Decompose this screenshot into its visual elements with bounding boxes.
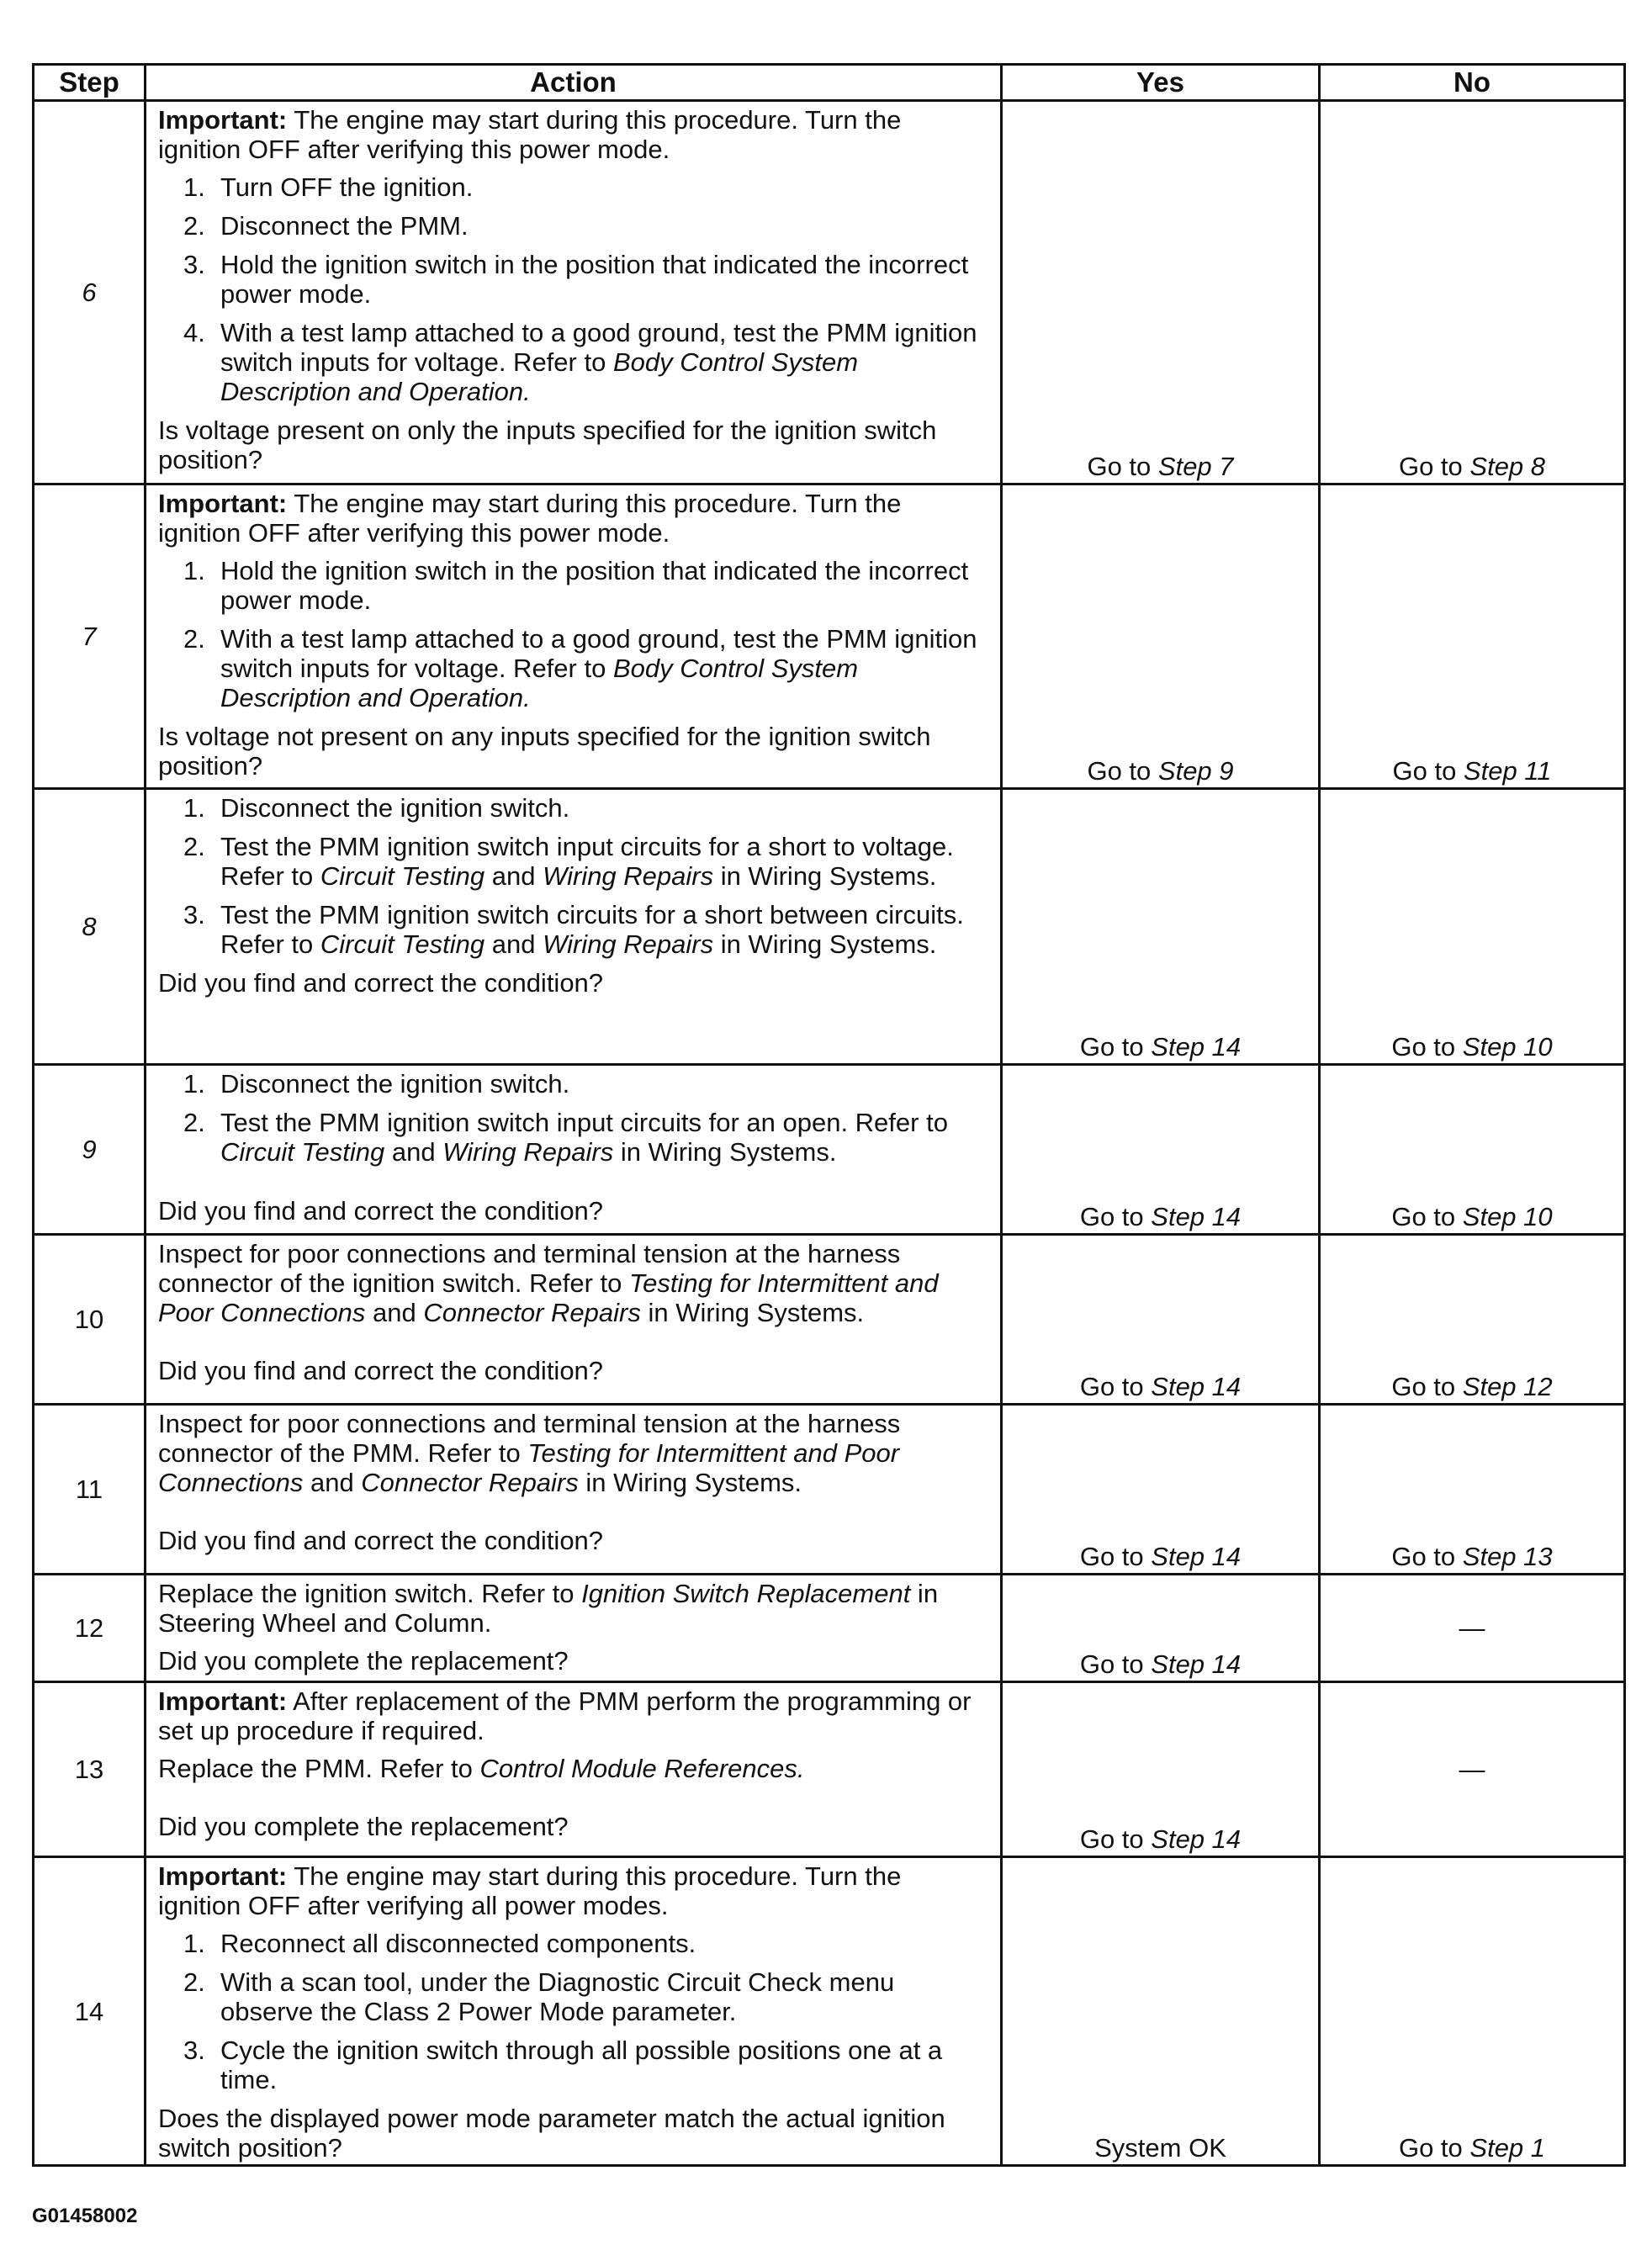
no-result [1320, 101, 1625, 484]
action-step [158, 172, 988, 202]
step-number: 14 [34, 1857, 146, 2166]
action-cell [146, 101, 1002, 484]
no-prefix: Go to [1398, 2133, 1470, 2163]
action-step [158, 1108, 988, 1167]
header-action: Action [146, 65, 1002, 101]
yes-step-reference: Step 14 [1151, 1824, 1242, 1854]
action-step [158, 1929, 988, 1958]
figure-code: G01458002 [32, 2205, 138, 2227]
yes-step-reference: Step 14 [1151, 1649, 1242, 1679]
yes-result [1002, 1065, 1320, 1235]
no-step-reference: Step 12 [1462, 1372, 1553, 1401]
spacer [158, 1176, 988, 1196]
action-text: With a test lamp attached to a good ground, test the PMM ignition switch inputs for voltage. Refer to [220, 624, 977, 683]
important-label: Important: [158, 105, 288, 135]
step-number: 7 [34, 484, 146, 789]
yes-prefix: Go to [1079, 1202, 1152, 1231]
table-body [34, 101, 1625, 2166]
action-step [158, 900, 988, 959]
no-result [1320, 789, 1625, 1065]
table-row [34, 1405, 1625, 1575]
action-question: Is voltage not present on any inputs specified for the ignition switch position? [158, 722, 931, 781]
important-text: The engine may start during this procedure. Turn the ignition OFF after verifying this power mode. [158, 105, 902, 164]
header-yes: Yes [1002, 65, 1320, 101]
action-text: in Steering Wheel and Column. [158, 1579, 939, 1638]
table-row [34, 484, 1625, 789]
action-text: in Wiring Systems. [713, 929, 937, 959]
yes-step-reference: Step 14 [1151, 1032, 1242, 1062]
yes-result [1002, 101, 1320, 484]
yes-result [1002, 1235, 1320, 1405]
yes-step-reference: Step 14 [1151, 1372, 1242, 1401]
step-number: 8 [34, 789, 146, 1065]
important-note [158, 1861, 988, 1920]
no-result [1320, 1575, 1625, 1682]
action-step [158, 318, 988, 406]
yes-prefix: Go to [1087, 756, 1158, 786]
diagnostic-table [32, 63, 1626, 2167]
yes-text: System OK [1094, 2133, 1226, 2163]
action-step [158, 624, 988, 712]
action-step [158, 2036, 988, 2094]
no-prefix: Go to [1391, 1372, 1463, 1401]
no-text: — [1459, 1612, 1485, 1643]
no-text: — [1459, 1754, 1485, 1784]
no-result [1320, 1405, 1625, 1575]
action-step [158, 793, 988, 823]
yes-result [1002, 1405, 1320, 1575]
no-result [1320, 1857, 1625, 2166]
action-text: Cycle the ignition switch through all possible positions one at a time. [220, 2036, 943, 2094]
reference-link-text: Wiring Repairs [442, 1137, 614, 1167]
yes-prefix: Go to [1079, 1649, 1152, 1679]
action-step [158, 211, 988, 241]
action-step-number: 3. [183, 900, 205, 929]
action-body [158, 1579, 988, 1638]
action-question: Did you find and correct the condition? [158, 1196, 604, 1226]
important-label: Important: [158, 1686, 288, 1716]
action-text: Reconnect all disconnected components. [220, 1929, 696, 1958]
action-text: Replace the ignition switch. Refer to [158, 1579, 582, 1608]
action-text: in Wiring Systems. [713, 861, 937, 891]
reference-link-text: Circuit Testing [320, 861, 485, 891]
table-row [34, 1682, 1625, 1857]
table-row [34, 789, 1625, 1065]
no-step-reference: Step 1 [1469, 2133, 1546, 2163]
important-note [158, 489, 988, 548]
action-text: Disconnect the PMM. [220, 211, 469, 241]
important-text: The engine may start during this procedure. Turn the ignition OFF after verifying this power mode. [158, 489, 902, 548]
reference-link-text: Ignition Switch Replacement [581, 1579, 911, 1608]
yes-prefix: Go to [1079, 1542, 1152, 1571]
action-text: With a scan tool, under the Diagnostic Circuit Check menu observe the Class 2 Power Mode parameter. [220, 1967, 895, 2026]
no-step-reference: Step 13 [1462, 1542, 1553, 1571]
action-step [158, 1967, 988, 2026]
action-text: and [484, 929, 543, 959]
action-text: and [384, 1137, 443, 1167]
action-text: and [484, 861, 543, 891]
yes-result [1002, 1857, 1320, 2166]
action-question: Did you find and correct the condition? [158, 1526, 604, 1555]
action-text: in Wiring Systems. [640, 1298, 865, 1327]
table-row [34, 1065, 1625, 1235]
diagnostic-table-sheet [32, 63, 1623, 2167]
action-question: Does the displayed power mode parameter match the actual ignition switch position? [158, 2104, 945, 2163]
table-row [34, 101, 1625, 484]
yes-step-reference: Step 9 [1157, 756, 1234, 786]
action-step-number: 3. [183, 2036, 205, 2065]
action-cell [146, 1065, 1002, 1235]
action-cell [146, 1857, 1002, 2166]
no-prefix: Go to [1391, 1542, 1463, 1571]
action-step [158, 556, 988, 615]
action-step-number: 1. [183, 793, 205, 823]
no-step-reference: Step 11 [1463, 756, 1552, 786]
action-cell [146, 1682, 1002, 1857]
action-text: With a test lamp attached to a good ground, test the PMM ignition switch inputs for voltage. Refer to [220, 318, 977, 377]
no-prefix: Go to [1391, 1202, 1463, 1231]
no-step-reference: Step 10 [1462, 1032, 1553, 1062]
action-text: Inspect for poor connections and terminal tension at the harness connector of the PMM. Refer to [158, 1409, 901, 1468]
table-row [34, 1575, 1625, 1682]
spacer [158, 1792, 988, 1812]
action-step-number: 1. [183, 172, 205, 202]
yes-result [1002, 1575, 1320, 1682]
action-steps-list [158, 172, 988, 406]
action-step-number: 2. [183, 211, 205, 241]
action-cell [146, 1405, 1002, 1575]
yes-step-reference: Step 14 [1151, 1542, 1242, 1571]
header-no: No [1320, 65, 1625, 101]
no-prefix: Go to [1392, 756, 1464, 786]
reference-link-text: Testing for Intermittent and Poor Connections [158, 1438, 900, 1497]
action-text: in Wiring Systems. [578, 1468, 802, 1497]
action-steps-list [158, 1929, 988, 2094]
reference-link-text: Body Control System Description and Operation. [220, 347, 859, 406]
step-number: 9 [34, 1065, 146, 1235]
action-step-number: 2. [183, 832, 205, 861]
important-label: Important: [158, 489, 288, 518]
reference-link-text: Circuit Testing [320, 929, 485, 959]
reference-link-text: Wiring Repairs [543, 929, 714, 959]
no-result [1320, 1682, 1625, 1857]
action-question: Is voltage present on only the inputs specified for the ignition switch position? [158, 416, 937, 474]
action-question: Did you find and correct the condition? [158, 1356, 604, 1385]
action-text: Disconnect the ignition switch. [220, 793, 570, 823]
yes-step-reference: Step 14 [1151, 1202, 1242, 1231]
no-prefix: Go to [1398, 452, 1470, 481]
step-number: 6 [34, 101, 146, 484]
step-number: 11 [34, 1405, 146, 1575]
header-step: Step [34, 65, 146, 101]
yes-prefix: Go to [1079, 1372, 1152, 1401]
action-steps-list [158, 1069, 988, 1167]
action-steps-list [158, 793, 988, 959]
action-text: and [303, 1468, 362, 1497]
reference-link-text: Control Module References. [479, 1754, 805, 1783]
action-step [158, 1069, 988, 1099]
action-body [158, 1754, 988, 1783]
action-question: Did you complete the replacement? [158, 1812, 569, 1841]
yes-prefix: Go to [1079, 1824, 1152, 1854]
action-text: Test the PMM ignition switch circuits for a short between circuits. Refer to [220, 900, 964, 959]
spacer [158, 1336, 988, 1356]
yes-step-reference: Step 7 [1157, 452, 1234, 481]
yes-result [1002, 484, 1320, 789]
action-step-number: 3. [183, 250, 205, 279]
action-text: and [365, 1298, 424, 1327]
action-step-number: 2. [183, 1108, 205, 1137]
important-text: After replacement of the PMM perform the programming or set up procedure if required. [158, 1686, 972, 1745]
action-body [158, 1239, 988, 1327]
reference-link-text: Connector Repairs [361, 1468, 579, 1497]
step-number: 12 [34, 1575, 146, 1682]
no-result [1320, 484, 1625, 789]
action-text: Inspect for poor connections and terminal tension at the harness connector of the ignition switch. Refer to [158, 1239, 901, 1298]
step-number: 13 [34, 1682, 146, 1857]
no-step-reference: Step 8 [1469, 452, 1546, 481]
spacer [158, 1506, 988, 1526]
action-step [158, 832, 988, 891]
yes-result [1002, 789, 1320, 1065]
action-text: in Wiring Systems. [613, 1137, 837, 1167]
action-step-number: 1. [183, 1929, 205, 1958]
action-text: Hold the ignition switch in the position that indicated the incorrect power mode. [220, 556, 969, 615]
action-question: Did you complete the replacement? [158, 1646, 569, 1676]
action-step-number: 2. [183, 1967, 205, 1997]
important-note [158, 105, 988, 164]
reference-link-text: Testing for Intermittent and Poor Connections [158, 1268, 939, 1327]
action-text: Hold the ignition switch in the position that indicated the incorrect power mode. [220, 250, 969, 309]
reference-link-text: Body Control System Description and Operation. [220, 654, 859, 712]
yes-prefix: Go to [1079, 1032, 1152, 1062]
action-text: Test the PMM ignition switch input circuits for a short to voltage. Refer to [220, 832, 954, 891]
important-label: Important: [158, 1861, 288, 1891]
action-cell [146, 1235, 1002, 1405]
action-text: Turn OFF the ignition. [220, 172, 474, 202]
no-prefix: Go to [1391, 1032, 1463, 1062]
important-text: The engine may start during this procedure. Turn the ignition OFF after verifying all power modes. [158, 1861, 902, 1920]
action-step [158, 250, 988, 309]
table-row [34, 1857, 1625, 2166]
action-step-number: 1. [183, 556, 205, 585]
action-text: Test the PMM ignition switch input circuits for an open. Refer to [220, 1108, 948, 1137]
reference-link-text: Connector Repairs [423, 1298, 641, 1327]
no-result [1320, 1065, 1625, 1235]
table-row [34, 1235, 1625, 1405]
action-step-number: 1. [183, 1069, 205, 1099]
action-body [158, 1409, 988, 1497]
header-row [34, 65, 1625, 101]
action-step-number: 2. [183, 624, 205, 654]
action-text: Replace the PMM. Refer to [158, 1754, 480, 1783]
action-text: Disconnect the ignition switch. [220, 1069, 570, 1099]
yes-prefix: Go to [1087, 452, 1158, 481]
no-result [1320, 1235, 1625, 1405]
step-number: 10 [34, 1235, 146, 1405]
action-step-number: 4. [183, 318, 205, 347]
reference-link-text: Circuit Testing [220, 1137, 385, 1167]
yes-result [1002, 1682, 1320, 1857]
important-note [158, 1686, 988, 1745]
action-cell [146, 789, 1002, 1065]
action-question: Did you find and correct the condition? [158, 968, 604, 998]
action-cell [146, 1575, 1002, 1682]
no-step-reference: Step 10 [1462, 1202, 1553, 1231]
reference-link-text: Wiring Repairs [543, 861, 714, 891]
action-steps-list [158, 556, 988, 712]
action-cell [146, 484, 1002, 789]
